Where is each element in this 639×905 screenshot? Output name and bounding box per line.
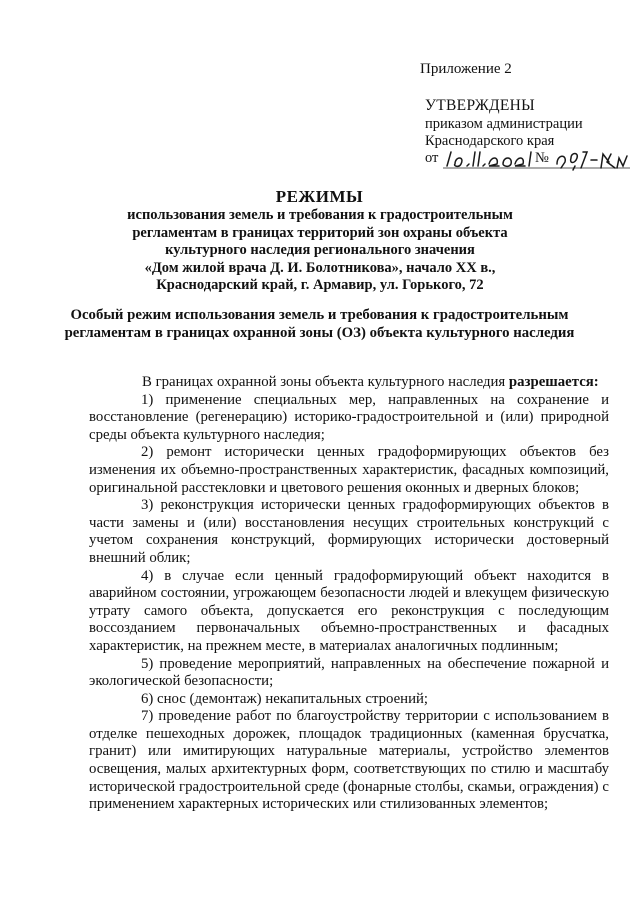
list-item: 7) проведение работ по благоустройству территории с использованием в отделке пешеходных дорожек, площадок традиционных (каменная брусчатка, гранит) или имитирующих натуральные материалы, устройство элементов освещения, малых архитектурных форм, соответствующих по стилю и масштабу исторической градостроительной среде (фонарные столбы, скамьи, ограждения) с применением характерных исторических или стилизованных элементов; <box>89 708 609 813</box>
appendix-label: Приложение 2 <box>420 61 512 77</box>
section-heading: Особый режим использования земель и требования к градостроительным регламентам в границах охранной зоны (ОЗ) объекта культурного наследия <box>64 307 575 341</box>
approved-label: УТВЕРЖДЕНЫ <box>425 97 535 114</box>
order-line-2: Краснодарского края <box>425 133 555 149</box>
list-item: 3) реконструкция исторически ценных градоформирующих объектов в части замены и (или) восстановления несущих строительных конструкций с учетом сохранения конструкций, формирующих исторически достоверный внешний облик; <box>89 497 609 566</box>
document-subtitle: использования земель и требования к градостроительным регламентам в границах территорий зон охраны объекта культурного наследия регионального значения «Дом жилой врача Д. И. Болотникова», начало XX в., Краснодарский край, г. Армавир, ул. Горького, 72 <box>127 207 513 293</box>
document-title: РЕЖИМЫ <box>275 187 364 206</box>
date-number-row <box>425 150 635 178</box>
intro-paragraph <box>89 374 609 392</box>
list-item: 6) снос (демонтаж) некапитальных строений; <box>141 690 429 707</box>
handwritten-date-number <box>425 144 635 178</box>
list-item: 2) ремонт исторически ценных градоформирующих объектов без изменения их объемно-пространственных характеристик, фасадных композиций, оригинальной расстекловки и цветового решения оконных и дверных блоков; <box>89 444 609 496</box>
number-prefix: № <box>535 150 549 166</box>
intro-text: В границах охранной зоны объекта культурного наследия <box>142 374 509 390</box>
order-line-1: приказом администрации <box>425 116 583 132</box>
document-body <box>89 374 609 814</box>
list-item: 1) применение специальных мер, направленных на сохранение и восстановление (регенерацию) историко-градостроительной и (или) природной среды объекта культурного наследия; <box>89 391 609 443</box>
intro-bold: разрешается: <box>508 374 599 390</box>
list-item: 4) в случае если ценный градоформирующий объект находится в аварийном состоянии, угрожающем безопасности людей и влекущем физическую утрату самого объекта, допускается его реконструкция с последующим воссозданием первоначальных объемно-пространственных и фасадных характеристик, на прежнем месте, в материалах аналогичных подлинным; <box>89 567 609 654</box>
list-item: 5) проведение мероприятий, направленных на обеспечение пожарной и экологической безопасности; <box>89 655 609 690</box>
date-prefix: от <box>425 150 439 166</box>
